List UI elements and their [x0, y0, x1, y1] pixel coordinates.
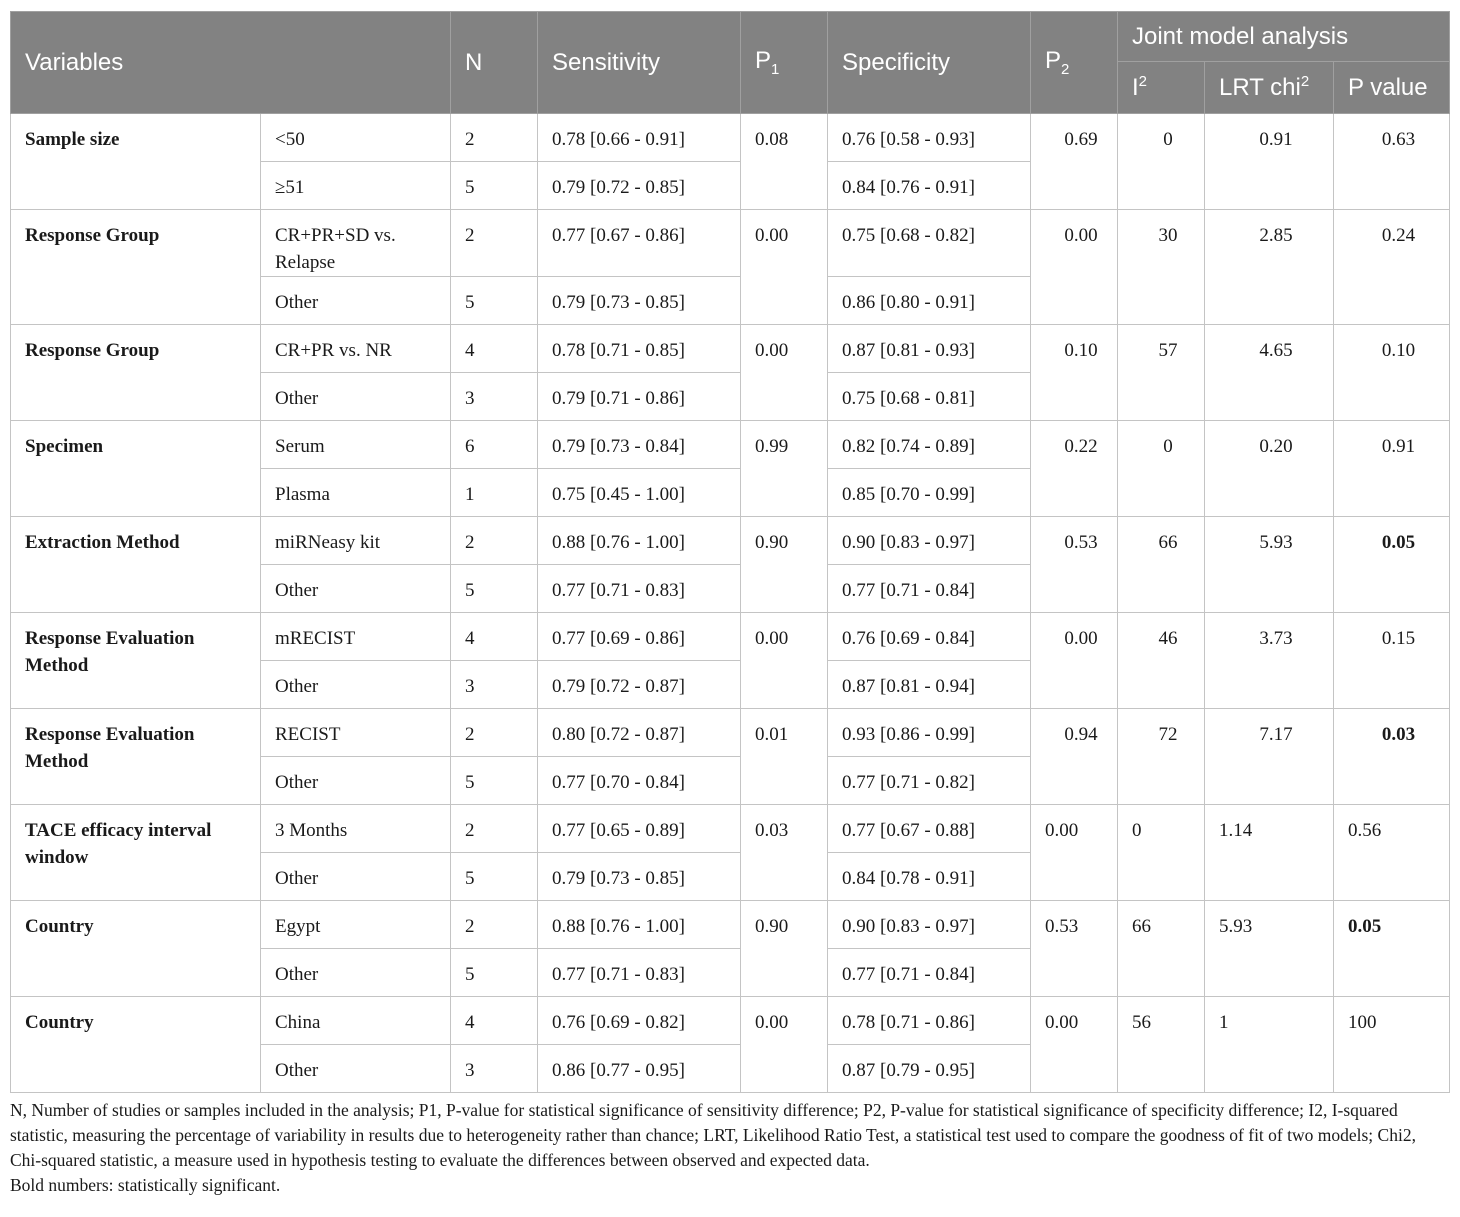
p1-cell: 0.08 [741, 114, 828, 210]
header-p2: $P_2$ [1031, 12, 1118, 114]
table-header [11, 12, 1450, 114]
level-cell: miRNeasy kit [261, 517, 451, 565]
header-sensitivity: Sensitivity [538, 12, 741, 114]
n-cell: 4 [451, 613, 538, 661]
n-cell: 5 [451, 757, 538, 805]
table-body [11, 114, 1450, 1093]
header-variables: Variables [11, 12, 451, 114]
p1-cell: 0.03 [741, 805, 828, 901]
sensitivity-cell: 0.76 [0.69 - 0.82] [538, 997, 741, 1045]
header-n: N [451, 12, 538, 114]
lrt-chi2-cell: 3.73 [1205, 613, 1334, 709]
lrt-chi2-cell: 5.93 [1205, 901, 1334, 997]
n-cell: 2 [451, 114, 538, 162]
sensitivity-cell: 0.88 [0.76 - 1.00] [538, 901, 741, 949]
lrt-chi2-cell: 7.17 [1205, 709, 1334, 805]
header-i2: $I^2$ [1118, 62, 1205, 114]
specificity-cell: 0.82 [0.74 - 0.89] [828, 421, 1031, 469]
table-row [11, 325, 1450, 373]
sensitivity-cell: 0.79 [0.72 - 0.87] [538, 661, 741, 709]
variable-name: Response Group [11, 210, 261, 325]
level-cell: Serum [261, 421, 451, 469]
n-cell: 3 [451, 1045, 538, 1093]
specificity-cell: 0.90 [0.83 - 0.97] [828, 517, 1031, 565]
p2-cell: 0.00 [1031, 210, 1118, 325]
sensitivity-cell: 0.79 [0.72 - 0.85] [538, 162, 741, 210]
header-p1: $P_1$ [741, 12, 828, 114]
specificity-cell: 0.93 [0.86 - 0.99] [828, 709, 1031, 757]
table-row [11, 210, 1450, 277]
p1-cell: 0.00 [741, 997, 828, 1093]
n-cell: 4 [451, 325, 538, 373]
header-p-value: P value [1334, 62, 1450, 114]
level-cell: Other [261, 277, 451, 325]
i2-cell: 66 [1118, 517, 1205, 613]
i2-cell: 0 [1118, 114, 1205, 210]
i2-cell: 0 [1118, 421, 1205, 517]
level-cell: Other [261, 661, 451, 709]
level-cell: <50 [261, 114, 451, 162]
p2-cell: 0.00 [1031, 613, 1118, 709]
variable-name: Specimen [11, 421, 261, 517]
p1-cell: 0.90 [741, 517, 828, 613]
n-cell: 2 [451, 210, 538, 277]
variable-name: Country [11, 997, 261, 1093]
p1-cell: 0.00 [741, 613, 828, 709]
p2-cell: 0.53 [1031, 517, 1118, 613]
level-cell: Other [261, 373, 451, 421]
sensitivity-cell: 0.88 [0.76 - 1.00] [538, 517, 741, 565]
specificity-cell: 0.76 [0.58 - 0.93] [828, 114, 1031, 162]
level-cell: China [261, 997, 451, 1045]
specificity-cell: 0.87 [0.81 - 0.93] [828, 325, 1031, 373]
lrt-chi2-cell: 0.20 [1205, 421, 1334, 517]
n-cell: 4 [451, 997, 538, 1045]
sensitivity-cell: 0.78 [0.66 - 0.91] [538, 114, 741, 162]
sensitivity-cell: 0.77 [0.71 - 0.83] [538, 949, 741, 997]
n-cell: 5 [451, 162, 538, 210]
level-cell: Other [261, 757, 451, 805]
variable-name: Response Evaluation Method [11, 613, 261, 709]
level-cell: Other [261, 949, 451, 997]
sensitivity-cell: 0.77 [0.67 - 0.86] [538, 210, 741, 277]
n-cell: 3 [451, 373, 538, 421]
i2-cell: 0 [1118, 805, 1205, 901]
variable-name: Sample size [11, 114, 261, 210]
sensitivity-cell: 0.80 [0.72 - 0.87] [538, 709, 741, 757]
p-value-cell: 0.91 [1334, 421, 1450, 517]
specificity-cell: 0.87 [0.79 - 0.95] [828, 1045, 1031, 1093]
specificity-cell: 0.76 [0.69 - 0.84] [828, 613, 1031, 661]
specificity-cell: 0.77 [0.71 - 0.84] [828, 565, 1031, 613]
sensitivity-cell: 0.77 [0.69 - 0.86] [538, 613, 741, 661]
p2-cell: 0.10 [1031, 325, 1118, 421]
sensitivity-cell: 0.77 [0.71 - 0.83] [538, 565, 741, 613]
p2-cell: 0.53 [1031, 901, 1118, 997]
specificity-cell: 0.77 [0.67 - 0.88] [828, 805, 1031, 853]
level-cell: Plasma [261, 469, 451, 517]
n-cell: 1 [451, 469, 538, 517]
sensitivity-cell: 0.79 [0.73 - 0.84] [538, 421, 741, 469]
i2-cell: 57 [1118, 325, 1205, 421]
p-value-cell: 0.24 [1334, 210, 1450, 325]
table-row [11, 114, 1450, 162]
level-cell: CR+PR vs. NR [261, 325, 451, 373]
n-cell: 5 [451, 277, 538, 325]
lrt-chi2-cell: 4.65 [1205, 325, 1334, 421]
level-cell: Other [261, 853, 451, 901]
lrt-chi2-cell: 2.85 [1205, 210, 1334, 325]
table-row [11, 997, 1450, 1045]
n-cell: 3 [451, 661, 538, 709]
specificity-cell: 0.85 [0.70 - 0.99] [828, 469, 1031, 517]
variable-name: TACE efficacy interval window [11, 805, 261, 901]
sensitivity-cell: 0.75 [0.45 - 1.00] [538, 469, 741, 517]
lrt-chi2-cell: 1 [1205, 997, 1334, 1093]
variable-name: Extraction Method [11, 517, 261, 613]
p1-cell: 0.00 [741, 325, 828, 421]
specificity-cell: 0.75 [0.68 - 0.82] [828, 210, 1031, 277]
p-value-cell: 0.63 [1334, 114, 1450, 210]
p2-cell: 0.00 [1031, 997, 1118, 1093]
p1-cell: 0.99 [741, 421, 828, 517]
specificity-cell: 0.86 [0.80 - 0.91] [828, 277, 1031, 325]
level-cell: Other [261, 1045, 451, 1093]
variable-name: Response Group [11, 325, 261, 421]
p2-cell: 0.22 [1031, 421, 1118, 517]
n-cell: 2 [451, 901, 538, 949]
table-footnotes [10, 1098, 1449, 1198]
n-cell: 2 [451, 709, 538, 757]
p-value-cell: 0.03 [1334, 709, 1450, 805]
table-row [11, 421, 1450, 469]
specificity-cell: 0.87 [0.81 - 0.94] [828, 661, 1031, 709]
lrt-chi2-cell: 1.14 [1205, 805, 1334, 901]
specificity-cell: 0.90 [0.83 - 0.97] [828, 901, 1031, 949]
i2-cell: 56 [1118, 997, 1205, 1093]
n-cell: 6 [451, 421, 538, 469]
table-row [11, 805, 1450, 853]
sensitivity-cell: 0.79 [0.73 - 0.85] [538, 853, 741, 901]
specificity-cell: 0.75 [0.68 - 0.81] [828, 373, 1031, 421]
level-cell: RECIST [261, 709, 451, 757]
p-value-cell: 0.15 [1334, 613, 1450, 709]
header-specificity: Specificity [828, 12, 1031, 114]
n-cell: 5 [451, 853, 538, 901]
sensitivity-cell: 0.78 [0.71 - 0.85] [538, 325, 741, 373]
footnote-abbreviations: N, Number of studies or samples included in the analysis; P1, P-value for statistical significance of sensitivity difference; P2, P-value for statistical significance of specificity difference; I2, I-squared statistic, measuring the percentage of variability in results due to heterogeneity rather than chance; LRT, Likelihood Ratio Test, a statistical test used to compare the goodness of fit of two models; Chi2, Chi-squared statistic, a measure used in hypothesis testing to evaluate the differences between observed and expected data. [10, 1100, 1416, 1170]
n-cell: 2 [451, 805, 538, 853]
i2-cell: 30 [1118, 210, 1205, 325]
n-cell: 2 [451, 517, 538, 565]
p-value-cell: 0.05 [1334, 901, 1450, 997]
i2-cell: 66 [1118, 901, 1205, 997]
n-cell: 5 [451, 565, 538, 613]
variable-name: Country [11, 901, 261, 997]
sensitivity-cell: 0.79 [0.71 - 0.86] [538, 373, 741, 421]
sensitivity-cell: 0.77 [0.70 - 0.84] [538, 757, 741, 805]
n-cell: 5 [451, 949, 538, 997]
p-value-cell: 0.05 [1334, 517, 1450, 613]
sensitivity-cell: 0.77 [0.65 - 0.89] [538, 805, 741, 853]
sensitivity-cell: 0.86 [0.77 - 0.95] [538, 1045, 741, 1093]
p2-cell: 0.69 [1031, 114, 1118, 210]
lrt-chi2-cell: 5.93 [1205, 517, 1334, 613]
p1-cell: 0.01 [741, 709, 828, 805]
specificity-cell: 0.77 [0.71 - 0.82] [828, 757, 1031, 805]
table-container [10, 11, 1449, 1198]
i2-cell: 72 [1118, 709, 1205, 805]
specificity-cell: 0.78 [0.71 - 0.86] [828, 997, 1031, 1045]
sensitivity-cell: 0.79 [0.73 - 0.85] [538, 277, 741, 325]
p-value-cell: 100 [1334, 997, 1450, 1093]
level-cell: mRECIST [261, 613, 451, 661]
results-table [10, 11, 1450, 1093]
level-cell: 3 Months [261, 805, 451, 853]
specificity-cell: 0.84 [0.76 - 0.91] [828, 162, 1031, 210]
variable-name: Response Evaluation Method [11, 709, 261, 805]
table-row [11, 613, 1450, 661]
p-value-cell: 0.56 [1334, 805, 1450, 901]
p1-cell: 0.90 [741, 901, 828, 997]
p-value-cell: 0.10 [1334, 325, 1450, 421]
table-row [11, 901, 1450, 949]
p2-cell: 0.94 [1031, 709, 1118, 805]
level-cell: Other [261, 565, 451, 613]
level-cell: CR+PR+SD vs. Relapse [261, 210, 451, 277]
p1-cell: 0.00 [741, 210, 828, 325]
table-row [11, 709, 1450, 757]
lrt-chi2-cell: 0.91 [1205, 114, 1334, 210]
level-cell: ≥51 [261, 162, 451, 210]
i2-cell: 46 [1118, 613, 1205, 709]
table-row [11, 517, 1450, 565]
level-cell: Egypt [261, 901, 451, 949]
specificity-cell: 0.84 [0.78 - 0.91] [828, 853, 1031, 901]
header-lrt-chi2: LRT chi$^2$ [1205, 62, 1334, 114]
header-joint-model: Joint model analysis [1118, 12, 1450, 62]
footnote-bold-note: Bold numbers: statistically significant. [10, 1175, 281, 1195]
p2-cell: 0.00 [1031, 805, 1118, 901]
specificity-cell: 0.77 [0.71 - 0.84] [828, 949, 1031, 997]
